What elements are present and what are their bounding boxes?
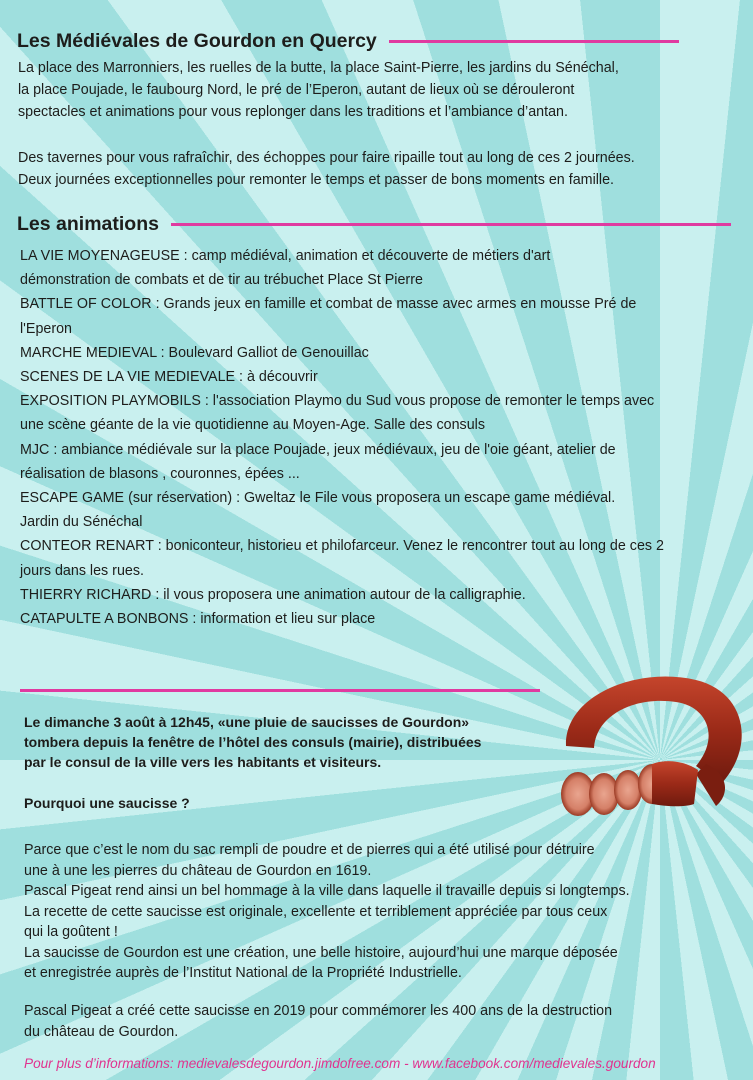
- animation-item: [20, 438, 745, 462]
- pink-rule: [389, 40, 679, 43]
- heading-text: Les Médiévales de Gourdon en Quercy: [17, 30, 377, 52]
- animation-text-cont: l'Eperon: [20, 320, 73, 337]
- text-line: spectacles et animations pour vous replonger dans les traditions et l’ambiance d’antan.: [18, 104, 568, 120]
- sausage-announcement: [24, 712, 481, 772]
- animation-text: : il vous proposera une animation autour de la calligraphie.: [151, 586, 526, 603]
- animation-label: CATAPULTE A BONBONS: [20, 611, 189, 628]
- animation-label: EXPOSITION PLAYMOBILS: [20, 393, 201, 410]
- text-line: Des tavernes pour vous rafraîchir, des échoppes pour faire ripaille tout au long de ces 2 journées.: [18, 150, 635, 166]
- text-line: une à une les pierres du château de Gourdon en 1619.: [24, 862, 372, 879]
- animation-text-cont: démonstration de combats et de tir au trébuchet Place St Pierre: [20, 272, 423, 289]
- animation-text: (sur réservation) : Gweltaz le File vous proposera un escape game médiéval.: [124, 490, 616, 507]
- text-line: du château de Gourdon.: [24, 1023, 179, 1040]
- animation-label: LA VIE MOYENAGEUSE: [20, 248, 180, 264]
- animation-label: CONTEOR RENART: [20, 538, 154, 555]
- sausage-closing: [24, 1001, 612, 1042]
- animation-text-cont: jours dans les rues.: [20, 562, 144, 579]
- animation-label: MJC: [20, 441, 50, 458]
- animation-label: SCENES DE LA VIE MEDIEVALE: [20, 369, 236, 386]
- text-line: Deux journées exceptionnelles pour remonter le temps et passer de bons moments en famille.: [18, 172, 615, 188]
- footer-info-links: Pour plus d’informations: medievalesdegourdon.jimdofree.com - www.facebook.com/medievales.gourdon: [24, 1056, 656, 1071]
- animation-item: [20, 244, 745, 268]
- animation-label: ESCAPE GAME: [20, 490, 125, 507]
- animation-text: : information et lieu sur place: [188, 611, 376, 628]
- animation-text: : camp médiéval, animation et découverte de métiers d'art: [179, 248, 551, 264]
- animation-text: : boniconteur, historieu et philofarceur. Venez le rencontrer tout au long de ces 2: [153, 538, 664, 555]
- animation-text-cont: Jardin du Sénéchal: [20, 514, 143, 531]
- animation-label: BATTLE OF COLOR: [20, 296, 152, 313]
- text-line: La recette de cette saucisse est originale, excellente et terriblement appréciée par tous ceux: [24, 903, 608, 920]
- text-line: Parce que c’est le nom du sac rempli de poudre et de pierres qui a été utilisé pour détruire: [24, 842, 595, 858]
- animation-text: : l'association Playmo du Sud vous propose de remonter le temps avec: [200, 393, 655, 410]
- section-title-medievales: [17, 30, 679, 53]
- text-line: La place des Marronniers, les ruelles de la butte, la place Saint-Pierre, les jardins du Sénéchal,: [18, 60, 619, 76]
- text-line: Le dimanche 3 août à 12h45, «une pluie de saucisses de Gourdon»: [24, 714, 470, 730]
- animation-text: : Boulevard Galliot de Genouillac: [156, 344, 369, 361]
- section-title-animations: [17, 213, 731, 236]
- animation-item: [20, 292, 745, 316]
- animation-text: : Grands jeux en famille et combat de masse avec armes en mousse Pré de: [151, 296, 637, 313]
- text-line: Pascal Pigeat rend ainsi un bel hommage à la ville dans laquelle il travaille depuis si longtemps.: [24, 883, 630, 899]
- text-line: par le consul de la ville vers les habitants et visiteurs.: [24, 754, 382, 770]
- text-line: la place Poujade, le faubourg Nord, le pré de l’Eperon, autant de lieux où se dérouleront: [18, 82, 575, 98]
- text-line: tombera depuis la fenêtre de l’hôtel des consuls (mairie), distribuées: [24, 734, 482, 750]
- animation-label: THIERRY RICHARD: [20, 586, 152, 603]
- animation-item: [20, 534, 745, 558]
- pink-rule: [171, 223, 731, 226]
- animation-text-cont: réalisation de blasons , couronnes, épées ...: [20, 465, 300, 482]
- animations-list: [20, 244, 745, 631]
- sausage-explanation: [24, 840, 630, 984]
- text-line: et enregistrée auprès de l’Institut National de la Propriété Industrielle.: [24, 965, 462, 981]
- animation-item: [20, 607, 745, 631]
- heading-text: Les animations: [17, 213, 159, 235]
- animation-item: [20, 583, 745, 607]
- text-line: qui la goûtent !: [24, 924, 118, 940]
- animation-item: [20, 486, 745, 510]
- animation-text-cont: une scène géante de la vie quotidienne au Moyen-Age. Salle des consuls: [20, 417, 485, 434]
- sausage-image: [556, 666, 752, 826]
- intro-paragraph: [18, 57, 619, 123]
- section-separator: [20, 689, 540, 692]
- sausage-piece: [652, 761, 698, 806]
- animation-text: : ambiance médiévale sur la place Poujade, jeux médiévaux, jeu de l'oie géant, atelier de: [49, 441, 616, 458]
- animation-text: : à découvrir: [235, 369, 318, 386]
- taverns-paragraph: [18, 147, 635, 191]
- animation-item: [20, 389, 745, 413]
- why-sausage-question: Pourquoi une saucisse ?: [24, 795, 190, 811]
- sausage-slice: [614, 770, 642, 810]
- animation-item: [20, 341, 745, 365]
- text-line: Pascal Pigeat a créé cette saucisse en 2019 pour commémorer les 400 ans de la destruction: [24, 1003, 613, 1019]
- animation-item: [20, 365, 745, 389]
- animation-label: MARCHE MEDIEVAL: [20, 344, 157, 361]
- text-line: La saucisse de Gourdon est une création, une belle histoire, aujourd’hui une marque déposée: [24, 944, 618, 961]
